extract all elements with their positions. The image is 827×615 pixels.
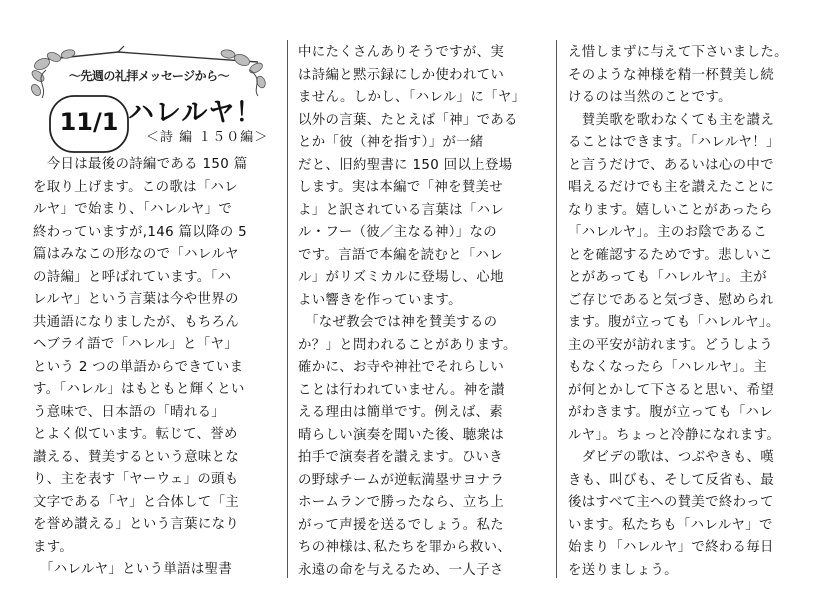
column-divider: [556, 40, 557, 578]
text-line: と言うだけで、あるいは心の中で: [568, 157, 774, 173]
text-line: だと、旧約聖書に 150 回以上登場: [298, 157, 513, 173]
text-line: そのような神様を精一杯賛美し続: [568, 67, 775, 83]
text-line: 拍手で演奏者を讃えます。ひいき: [298, 450, 504, 465]
text-line: の野球チームが逆転満塁サヨナラ: [298, 472, 505, 488]
text-line: 共通語になりましたが、もちろん: [33, 314, 240, 330]
text-column-1: [33, 154, 285, 582]
text-line: 晴らしい演奏を聞いた後、聴衆は: [298, 427, 505, 443]
text-line: 賛美歌を歌わなくても主を讃え: [568, 112, 775, 128]
text-line: もなくなったら「ハレルヤ」。主: [568, 360, 768, 375]
text-line: 今日は最後の詩編である 150 篇: [33, 157, 248, 172]
text-line: か？」と問われることがあります。: [298, 337, 517, 353]
header-subtitle: 〜先週の礼拝メッセージから〜: [68, 69, 230, 83]
text-line: 始まり「ハレルヤ」で終わる毎日: [568, 540, 774, 555]
text-line: は詩編と黙示録にしか使われてい: [298, 67, 505, 83]
text-line: 讃える、賛美するという意味とな: [33, 449, 240, 465]
text-line: え惜しまずに与えて下さいました。: [568, 45, 788, 60]
text-line: ます。: [33, 539, 74, 555]
text-line: ホームランで勝ったなら、立ち上: [298, 495, 505, 510]
text-line: とか「彼（神を指す）」が一緒: [298, 135, 484, 150]
text-line: う意味で、日本語の「晴れる」: [33, 404, 226, 420]
text-line: なります。嬉しいことがあったら: [568, 202, 773, 218]
text-line: を取り上げます。この歌は「ハレ: [33, 179, 239, 195]
text-line: を送りましょう。: [568, 562, 678, 578]
text-line: よい響きを作っています。: [298, 292, 462, 308]
text-line: が何とかして下さると思い、希望: [568, 382, 775, 398]
text-line: という 2 つの単語からできていま: [33, 359, 244, 375]
text-line: きも、叫びも、そして反省も、最: [568, 472, 775, 488]
text-line: います。私たちも「ハレルヤ」で: [568, 517, 773, 533]
text-line: ことは行われていません。神を讃: [298, 382, 505, 398]
text-line: 「なぜ教会では神を賛美するの: [298, 315, 498, 330]
text-line: 主の平安が訪れます。どうしよう: [568, 337, 774, 353]
text-line: 「ハレルヤ」。主のお陰であるこ: [568, 225, 768, 240]
text-line: がって声援を送るでしょう。私た: [298, 517, 504, 533]
text-line: ることはできます。「ハレルヤ！」: [568, 135, 780, 150]
message-header: [28, 40, 270, 160]
text-line: ません。しかし、「ハレル」に「ヤ」: [298, 90, 526, 105]
text-line: 確かに、お寺や神社でそれらしい: [298, 360, 505, 375]
text-line: します。実は本編で「神を賛美せ: [298, 180, 504, 195]
text-line: 以外の言葉、たとえば「神」である: [298, 112, 518, 128]
text-line: を誉め讃える」という言葉になり: [33, 517, 240, 532]
text-line: える理由は簡単です。例えば、素: [298, 405, 504, 420]
text-line: レルヤ」という言葉は今や世界の: [33, 292, 239, 307]
text-line: 篇はみなこの形なので「ハレルヤ: [33, 247, 239, 262]
text-line: ル」がリズミカルに登場し、心地: [298, 270, 504, 285]
text-line: ヘブライ語で「ハレル」と「ヤ」: [33, 337, 238, 352]
text-line: 文字である「ヤ」と合体して「主: [33, 494, 240, 510]
text-line: 永遠の命を与えるため、一人子さ: [298, 562, 504, 578]
text-line: ご存じであると気づき、慰められ: [568, 292, 774, 308]
text-column-2: [298, 42, 550, 582]
scripture-reference: ＜詩 編 １５０編＞: [146, 130, 269, 145]
text-line: けるのは当然のことです。: [568, 90, 732, 105]
text-line: ダビデの歌は、つぶやきも、嘆: [568, 450, 775, 465]
column-divider: [287, 40, 288, 578]
text-line: です。言語で本編を読むと「ハレ: [298, 247, 504, 263]
text-line: とを確認するためです。悲しいこ: [568, 247, 774, 263]
text-line: す。「ハレル」はもともと輝くとい: [33, 382, 245, 397]
text-line: とよく似ています。転じて、誉め: [33, 427, 238, 442]
text-line: の詩編」と呼ばれています。「ハ: [33, 269, 232, 285]
text-line: ル・フー（彼／主なる神）」なの: [298, 225, 498, 240]
date-badge: 11/1: [59, 108, 119, 136]
text-line: 終わっていますが,146 篇以降の 5: [33, 224, 248, 240]
text-line: り、主を表す「ヤーウェ」の頭も: [33, 472, 239, 487]
text-column-3: [568, 42, 820, 582]
text-line: よ」と訳されている言葉は「ハレ: [298, 202, 505, 218]
text-line: がわきます。腹が立っても「ハレ: [568, 405, 774, 420]
text-line: ルヤ｣。ちょっと冷静になれます。: [568, 427, 781, 443]
text-line: ルヤ」で始まり、「ハレルヤ」で: [33, 202, 233, 217]
text-line: 唱えるだけでも主を讃えたことに: [568, 180, 775, 195]
text-line: 後はすべて主への賛美で終わって: [568, 495, 774, 510]
text-line: とがあっても「ハレルヤ」。主が: [568, 270, 767, 285]
text-line: 中にたくさんありそうですが、実: [298, 45, 505, 60]
page-title: ハレルヤ！: [128, 98, 263, 128]
text-line: 「ハレルヤ」という単語は聖書: [33, 562, 233, 577]
text-line: ます。腹が立っても「ハレルヤ」。: [568, 315, 780, 330]
text-line: ちの神様は､私たちを罪から救い、: [298, 540, 512, 555]
